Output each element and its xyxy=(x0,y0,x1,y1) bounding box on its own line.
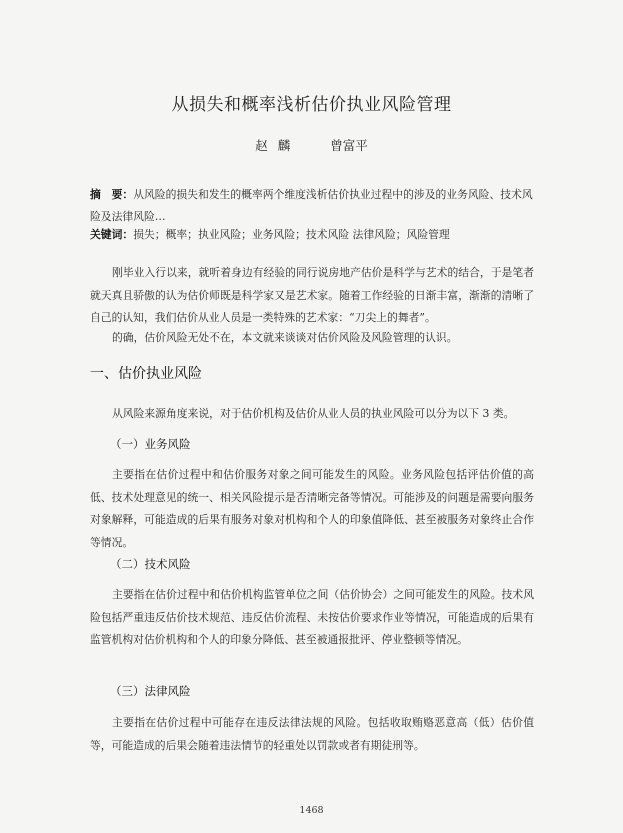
body-paragraph: 从风险来源角度来说，对于估价机构及估价从业人员的执业风险可以分为以下 3 类。 xyxy=(112,407,515,420)
page-number: 1468 xyxy=(299,805,324,816)
abstract-label: 摘 要： xyxy=(90,188,134,201)
body-paragraph: 的确，估价风险无处不在，本文就来谈谈对估价风险及风险管理的认识。 xyxy=(112,331,458,344)
author-line xyxy=(0,136,623,154)
body-paragraph: 主要指在估价过程中和估价服务对象之间可能发生的风险。业务风险包括评估价值的高低、技术处理意见的统一、相关风险提示是否清晰完备等情况。可能涉及的问题是需要向服务对象解释，可能造成的后果有服务对象对机构和个人的印象值降低、甚至被服务对象终止合作等情况。 xyxy=(90,468,534,549)
author-name: 赵麟 xyxy=(255,138,301,153)
subsection-heading: （二）技术风险 xyxy=(110,557,191,571)
paper-title: 从损失和概率浅析估价执业风险管理 xyxy=(171,95,452,115)
subsection-heading: （三）法律风险 xyxy=(110,684,191,698)
keywords-text: 损失；概率；执业风险；业务风险；技术风险 法律风险；风险管理 xyxy=(133,228,450,241)
body-paragraph: 主要指在估价过程中可能存在违反法律法规的风险。包括收取贿赂恶意高（低）估价值等，可能造成的后果会随着违法情节的轻重处以罚款或者有期徒刑等。 xyxy=(90,716,534,752)
keywords xyxy=(90,224,534,246)
body-paragraph: 主要指在估价过程中和估价机构监管单位之间（估价协会）之间可能发生的风险。技术风险包括严重违反估价技术规范、违反估价流程、未按估价要求作业等情况，可能造成的后果有监管机构对估价机构和个人的印象分降低、甚至被通报批评、停业整顿等情况。 xyxy=(90,588,534,646)
keywords-label: 关键词： xyxy=(90,228,134,241)
body-paragraph: 刚毕业入行以来，就听着身边有经验的同行说房地产估价是科学与艺术的结合，于是笔者就天真且骄傲的认为估价师既是科学家又是艺术家。随着工作经验的日渐丰富，渐渐的清晰了自己的认知，我们估价从业人员是一类特殊的艺术家：“刀尖上的舞者”。 xyxy=(90,266,534,324)
abstract-text: 从风险的损失和发生的概率两个维度浅析估价执业过程中的涉及的业务风险、技术风险及法律风险… xyxy=(90,188,533,223)
author-name: 曾富平 xyxy=(330,138,368,153)
abstract xyxy=(90,184,534,228)
section-heading: 一、估价执业风险 xyxy=(90,366,202,382)
subsection-heading: （一）业务风险 xyxy=(110,437,191,451)
